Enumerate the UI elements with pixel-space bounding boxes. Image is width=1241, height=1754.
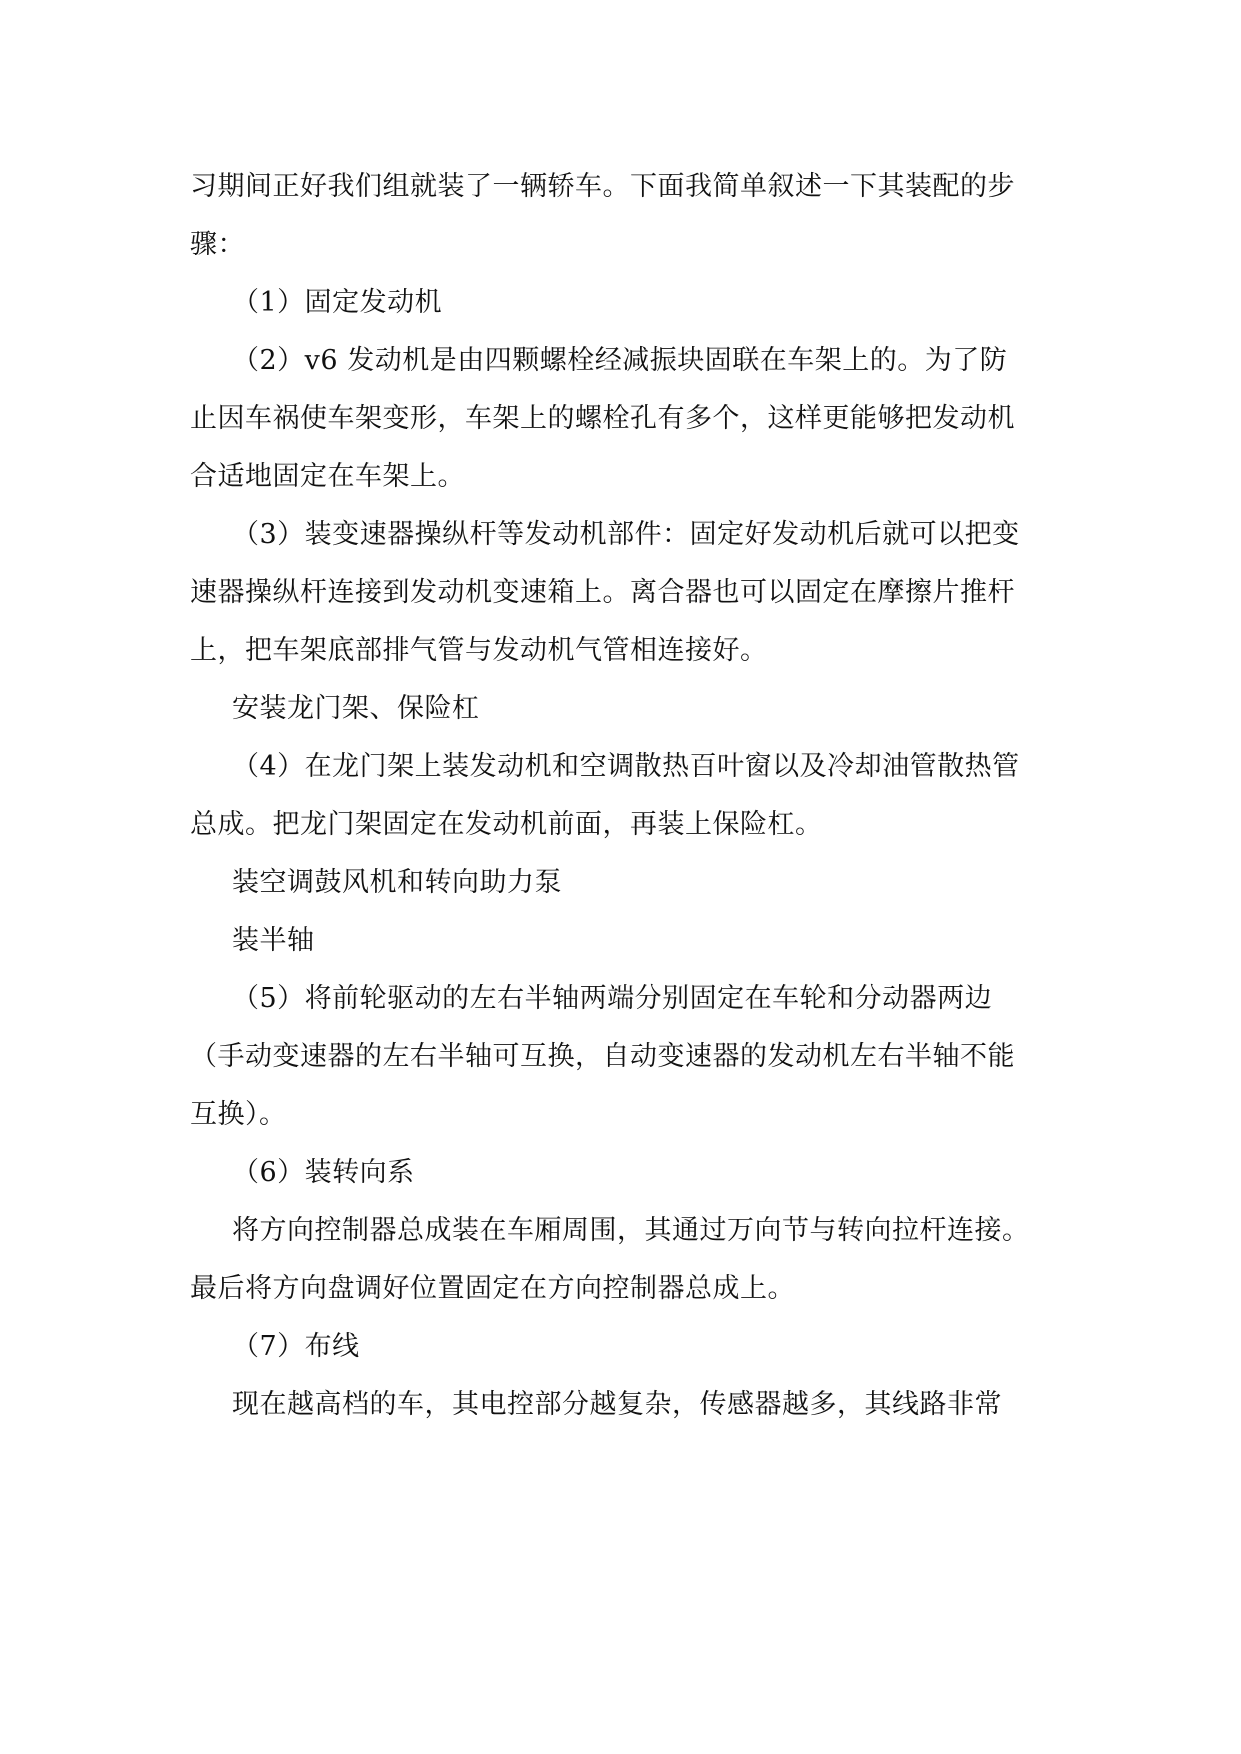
section-heading-half-shaft: 装半轴 [232, 925, 315, 956]
body-text [190, 158, 1060, 1434]
text-line-20: 最后将方向盘调好位置固定在方向控制器总成上。 [190, 1273, 795, 1304]
text-line-12: 总成。把龙门架固定在发动机前面，再装上保险杠。 [190, 809, 823, 840]
text-line-5: 止因车祸使车架变形，车架上的螺栓孔有多个，这样更能够把发动机 [190, 403, 1015, 434]
text-line-6: 合适地固定在车架上。 [190, 461, 465, 492]
text-line-1: 习期间正好我们组就装了一辆轿车。下面我简单叙述一下其装配的步 [190, 171, 1015, 202]
section-heading-blower-pump: 装空调鼓风机和转向助力泵 [232, 867, 562, 898]
text-line-19: 将方向控制器总成装在车厢周围，其通过万向节与转向拉杆连接。 [232, 1215, 1030, 1246]
text-line-9: 上，把车架底部排气管与发动机气管相连接好。 [190, 635, 768, 666]
text-line-22: 现在越高档的车，其电控部分越复杂，传感器越多，其线路非常 [232, 1389, 1002, 1420]
text-line-16: （手动变速器的左右半轴可互换，自动变速器的发动机左右半轴不能 [190, 1041, 1015, 1072]
text-line-11: （4）在龙门架上装发动机和空调散热百叶窗以及冷却油管散热管 [232, 751, 1020, 782]
text-line-8: 速器操纵杆连接到发动机变速箱上。离合器也可以固定在摩擦片推杆 [190, 577, 1015, 608]
text-line-17: 互换）。 [190, 1099, 287, 1130]
step-7-heading: （7）布线 [232, 1331, 360, 1362]
text-line-15: （5）将前轮驱动的左右半轴两端分别固定在车轮和分动器两边 [232, 983, 993, 1014]
text-line-7: （3）装变速器操纵杆等发动机部件：固定好发动机后就可以把变 [232, 519, 1020, 550]
step-1-heading: （1）固定发动机 [232, 287, 443, 318]
step-6-heading: （6）装转向系 [232, 1157, 415, 1188]
text-line-4: （2）v6 发动机是由四颗螺栓经减振块固联在车架上的。为了防 [232, 345, 1008, 376]
text-line-2: 骤： [190, 229, 245, 260]
section-heading-gantry-bumper: 安装龙门架、保险杠 [232, 693, 480, 724]
